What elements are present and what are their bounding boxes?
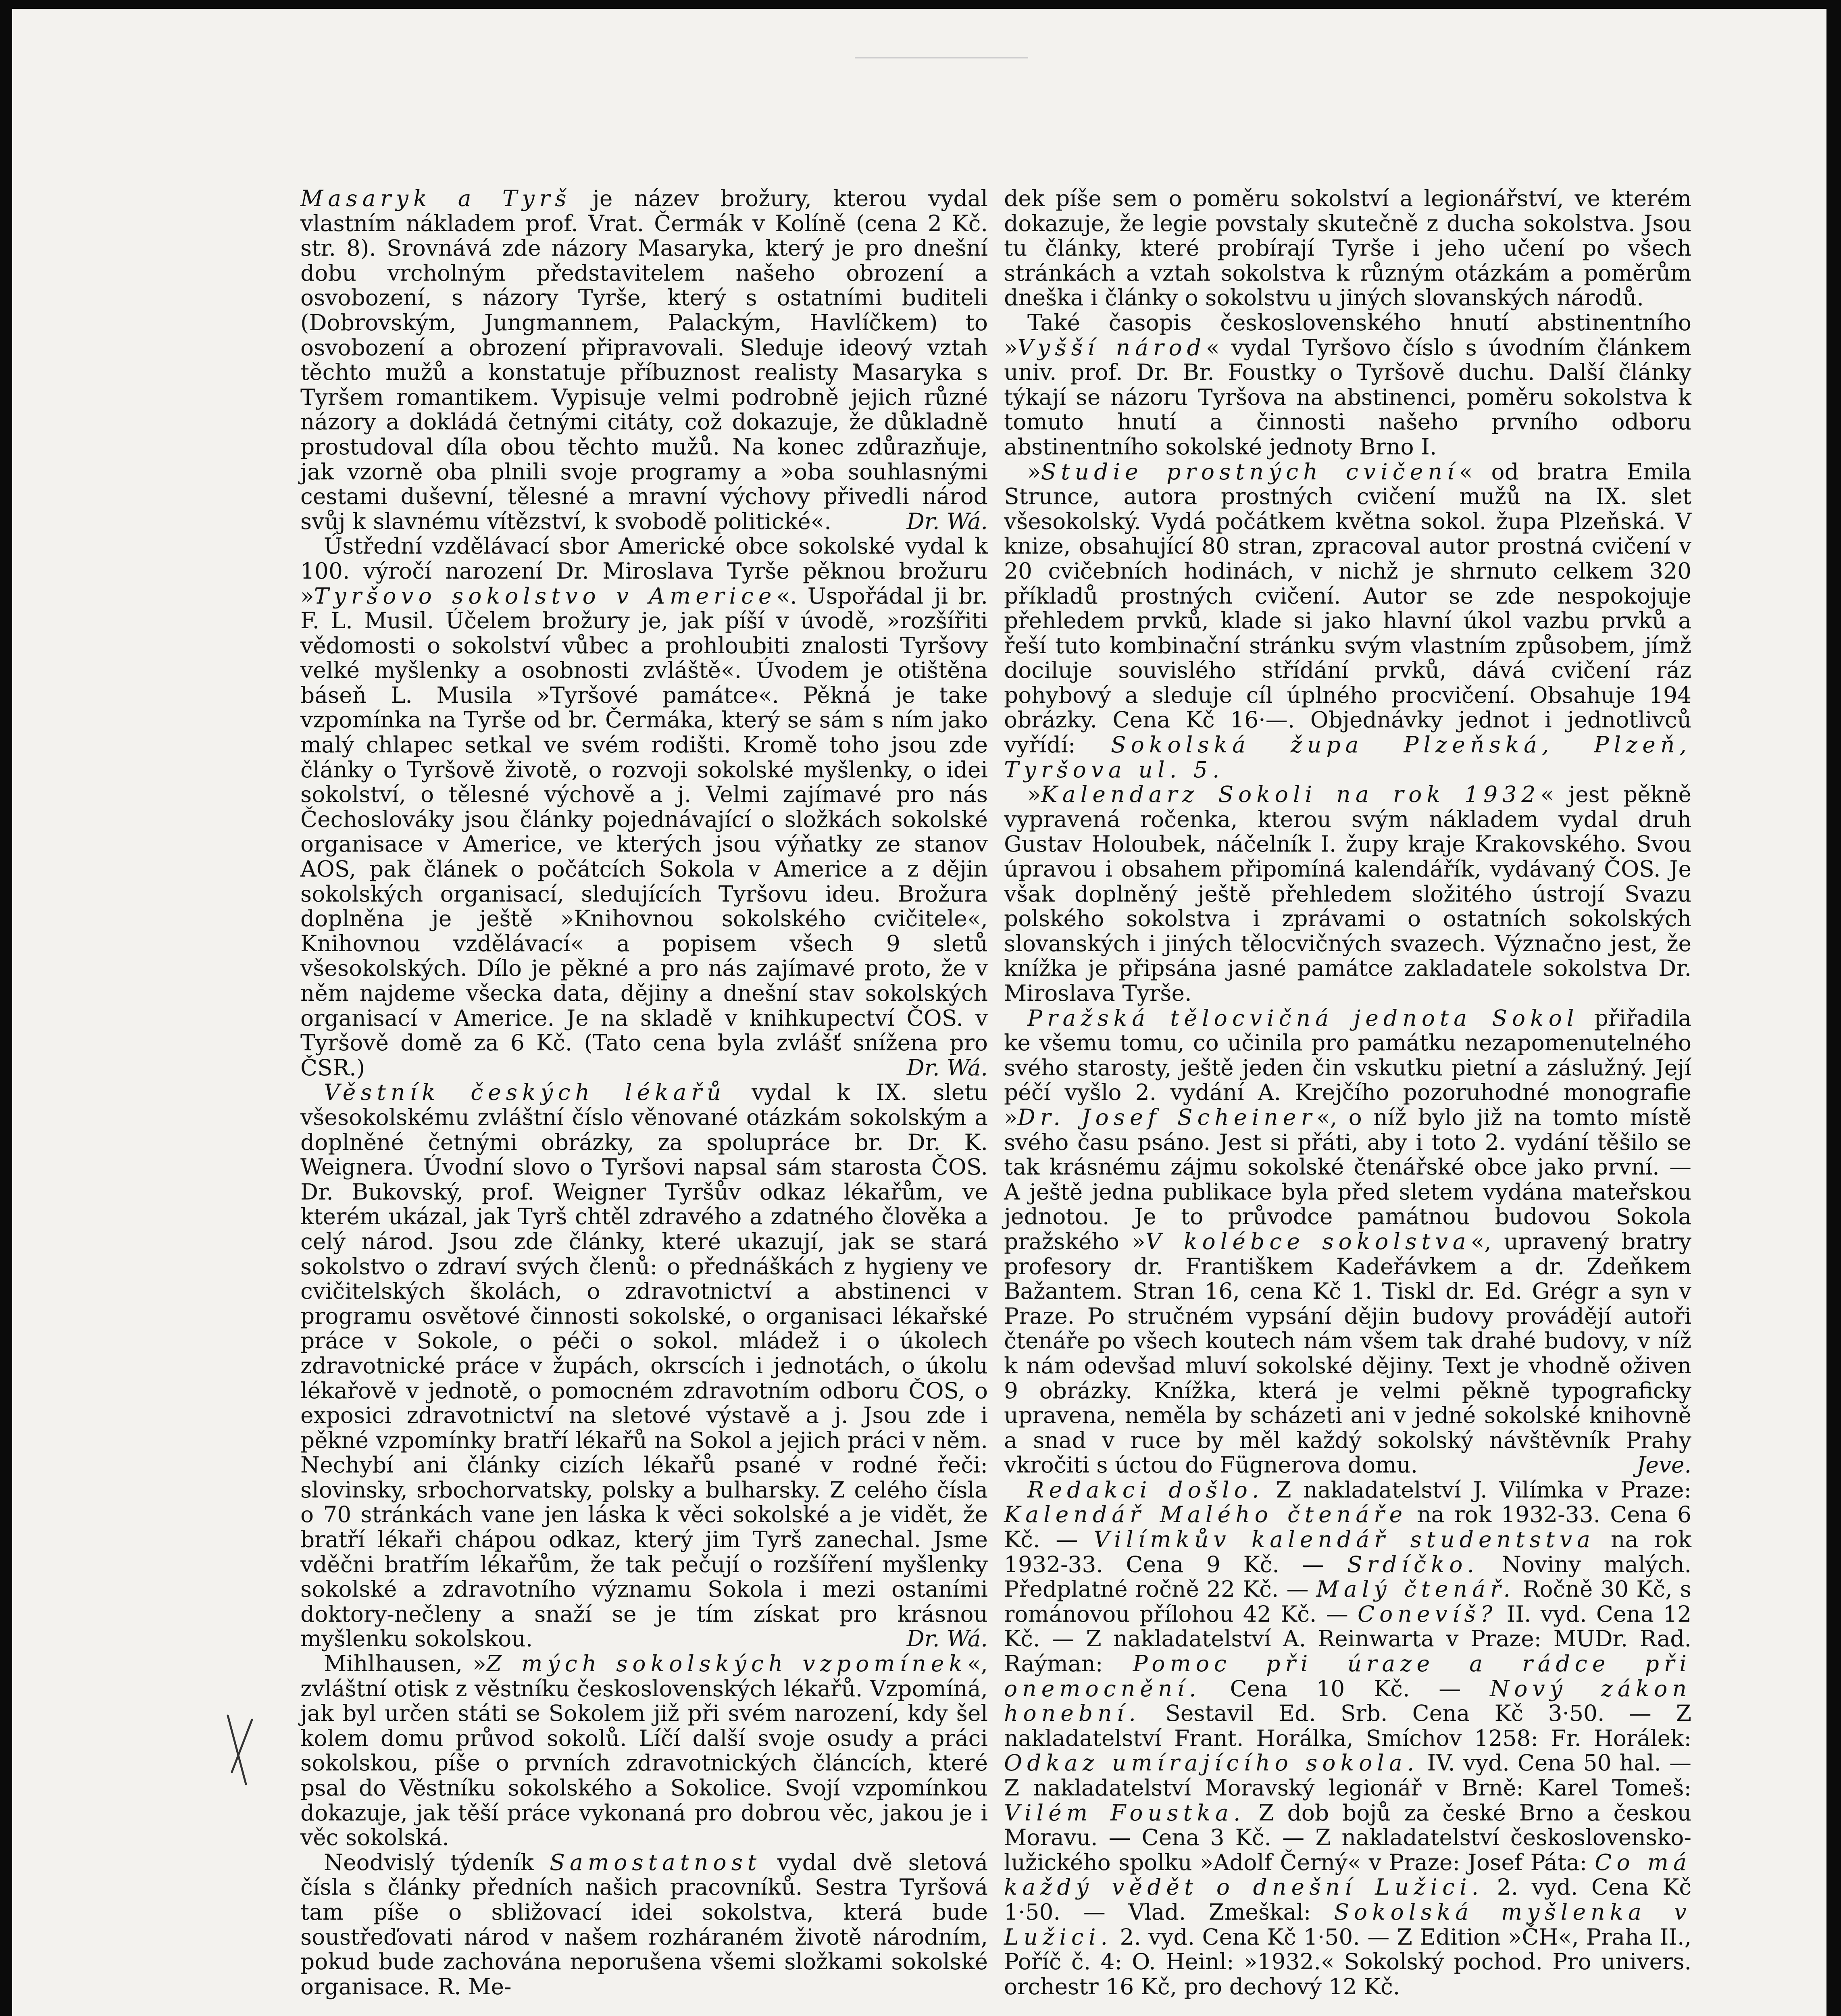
article-redakci-doslo: Redakci došlo. Z nakladatelství J. Vilímka v Praze: Kalendář Malého čtenáře na rok 1932-33. Cena 6 Kč. — Vilímkův kalendář studentstva na rok 1932-33. Cena 9 Kč. — Srdíčko. Noviny malých. Předplatné ročně 22 Kč. — Malý čtenář. Ročně 30 Kč, s románovou přílohou 42 Kč. — Conevíš? II. vyd. Cena 12 Kč. — Z nakladatelství A. Reinwarta v Praze: MUDr. Rad. Raýman: Pomoc při úraze a rádce při onemocnění. Cena 10 Kč. — Nový zákon honební. Sestavil Ed. Srb. Cena Kč 3·50. — Z nakladatelství Frant. Horálka, Smíchov 1258: Fr. Horálek: Odkaz umírajícího sokola. IV. vyd. Cena 50 hal. — Z nakladatelství Moravský legionář v Brně: Karel Tomeš: Vilém Foustka. Z dob bojů za české Brno a českou Moravu. — Cena 3 Kč. — Z nakladatelství československo-lužického spolku »Adolf Černý« v Praze: Josef Páta: Co má každý vědět o dnešní Lužici. 2. vyd. Cena Kč 1·50. — Vlad. Zmeškal: Sokolská myšlenka v Lužici. 2. vyd. Cena Kč 1·50. — Z Edition »ČH«, Praha II., Poříč č. 4: O. Heinl: »1932.« Sokolský pochod. Pro univers. orchestr 16 Kč, pro dechový 12 Kč.: [1004, 1477, 1692, 1999]
article-samostatnost: Neodvislý týdeník Samostatnost vydal dvě sletová čísla s články předních našich pracovníků. Sestra Tyršová tam píše o sbližovací idei sokolstva, která bude soustřeďovati národ v našem rozháraném životě národním, pokud bude zachována neporušena všemi složkami sokolské organisace. R. Me-: [300, 1849, 988, 1999]
article-z-mych-vzpominek: Mihlhausen, »Z mých sokolských vzpomínek«, zvláštní otisk z věstníku československých lékařů. Vzpomíná, jak byl určen státi se Sokolem již při svém narození, kdy šel kolem domu průvod sokolů. Líčí další svoje osudy a práci sokolskou, píše o prvních zdravotnických článcích, které psal do Věstníku sokolského a Sokolice. Svojí vzpomínkou dokazuje, jak těší práce vykonaná pro dobrou věc, jakou je i věc sokolská.: [300, 1651, 988, 1851]
article-samostatnost-cont: dek píše sem o poměru sokolství a legionářství, ve kterém dokazuje, že legie povstaly skutečně z ducha sokolstva. Jsou tu články, které probírají Tyrše i jeho učení po všech stránkách a vztah sokolstva k různým otázkám a poměrům dneška i články o sokolstvu u jiných slovanských národů.: [1004, 185, 1691, 311]
article-vestnik-lekaru: Věstník českých lékařů vydal k IX. sletu všesokolskému zvláštní číslo věnované otázkám sokolským a doplněné četnými obrázky, za spolupráce br. Dr. K. Weignera. Úvodní slovo o Tyršovi napsal sám starosta ČOS. Dr. Bukovský, prof. Weigner Tyršův odkaz lékařům, ve kterém ukázal, jak Tyrš chtěl zdravého a zdatného člověka a celý národ. Jsou zde články, které ukazují, jak se stará sokolstvo o zdraví svých členů: o přednáškách z hygieny ve cvičitelských školách, o zdravotnictví a abstinenci v programu osvětové činnosti sokolské, o organisaci lékařské práce v Sokole, o péči o sokol. mládež i o úkolech zdravotnické práce v župách, okrscích i jednotách, o úkolu lékařově v jednotě, o pomocném zdravotním odboru ČOS, o exposici zdravotnictví na sletové výstavě a j. Jsou zde i pěkné vzpomínky bratří lékařů na Sokol a jejich práci v něm. Nechybí ani články cizích lékařů psané v rodné řeči: slovinsky, srbochorvatsky, polsky a bulharsky. Z celého čísla o 70 stránkách vane jen láska k věci sokolské a je vidět, že bratří lékaři chápou odkaz, který jim Tyrš zanechal. Jsme vděčni bratřím lékařům, že tak pečují o rozšíření myšlenky sokolské a zdravotního významu Sokola i mezi ostaními doktory-nečleny a snaží se je tím získat pro krásnou myšlenku sokolskou. Dr. Wá.: [300, 1079, 988, 1652]
article-studie-prostnych-cviceni: »Studie prostných cvičení« od bratra Emila Strunce, autora prostných cvičení mužů na IX. slet všesokolský. Vydá počátkem května sokol. župa Plzeňská. V knize, obsahující 80 stran, zpracoval autor prostná cvičení v 20 cvičebních hodinách, v nichž je shrnuto celkem 320 příkladů prostných cvičení. Autor se zde nespokojuje přehledem prvků, klade si jako hlavní úkol vazbu prvků a řeší tuto kombinační stránku svým vlastním způsobem, jímž dociluje souvislého střídání prvků, dává cvičení ráz pohybový a sleduje cíl úplného procvičení. Obsahuje 194 obrázky. Cena Kč 16·—. Objednávky jednot i jednotlivců vyřídí: Sokolská župa Plzeňská, Plzeň, Tyršova ul. 5.: [1004, 458, 1692, 783]
right-column: [1004, 186, 1691, 1999]
page-top-tab: [855, 9, 1028, 58]
handwritten-x-mark: [224, 1712, 260, 1788]
left-column: [300, 186, 988, 1999]
article-kalendarz-sokoli: »Kalendarz Sokoli na rok 1932« jest pěkně vypravená ročenka, kterou svým nákladem vydal druh Gustav Holoubek, náčelník I. župy kraje Krakovského. Svou úpravou i obsahem připomíná kalendářík, vydávaný ČOS. Je však doplněný ještě přehledem složitého ústrojí Svazu polského sokolstva i zprávami o ostatních sokolských slovanských i jiných tělocvičných svazech. Význačno jest, že knížka je připsána jasné památce zakladatele sokolstva Dr. Miroslava Tyrše.: [1004, 781, 1691, 1006]
article-prazska-jednota: Pražská tělocvičná jednota Sokol přiřadila ke všemu tomu, co učinila pro památku nezapomenutelného svého starosty, ještě jeden čin vskutku pietní a záslužný. Její péčí vyšlo 2. vydání A. Krejčího pozoruhodné monografie »Dr. Josef Scheiner«, o níž bylo již na tomto místě svého času psáno. Jest si přáti, aby i toto 2. vydání těšilo se tak krásnému zájmu sokolské čtenářské obce jako první. — A ještě jedna publikace byla před sletem vydána mateřskou jednotou. Je to průvodce památnou budovou Sokola pražského »V kolébce sokolstva«, upravený bratry profesory dr. Františkem Kadeřávkem a dr. Zdeňkem Bažantem. Stran 16, cena Kč 1. Tiskl dr. Ed. Grégr a syn v Praze. Po stručném vypsání dějin budovy provádějí autoři čtenáře po všech koutech nám všem tak drahé budovy, v níž k nám odevšad mluví sokolské dějiny. Text je vhodně oživen 9 obrázky. Knížka, která je velmi pěkně typograficky upravena, neměla by scházeti ani v jedné sokolské knihovně a snad v ruce by měl každý sokolský návštěvník Prahy vkročiti s úctou do Fügnerova domu. Jeve.: [1004, 1005, 1691, 1478]
article-masaryk-a-tyrs: Masaryk a Tyrš je název brožury, kterou vydal vlastním nákladem prof. Vrat. Čermák v Kolíně (cena 2 Kč. str. 8). Srovnává zde názory Masaryka, který je pro dnešní dobu vrcholným představitelem našeho obrození a osvobození, s názory Tyrše, který s ostatními buditeli (Dobrovským, Jungmannem, Palackým, Havlíčkem) to osvobození a obrození připravovali. Sleduje ideový vztah těchto mužů a konstatuje příbuznost realisty Masaryka s Tyršem romantikem. Vypisuje velmi podrobně jejich různé názory a dokládá četnými citáty, což dokazuje, že důkladně prostudoval díla obou těchto mužů. Na konec zdůrazňuje, jak vzorně oba plnili svoje programy a »oba souhlasnými cestami duševní, tělesné a mravní výchovy přivedli národ svůj k slavnému vítězství, k svobodě politické«. Dr. Wá.: [300, 185, 988, 534]
article-tyrsovo-sokolstvo: Ústřední vzdělávací sbor Americké obce sokolské vydal k 100. výročí narození Dr. Miroslava Tyrše pěknou brožuru »Tyršovo sokolstvo v Americe«. Uspořádal ji br. F. L. Musil. Účelem brožury je, jak píší v úvodě, »rozšířiti vědomosti o sokolství vůbec a prohloubiti znalosti Tyršovy velké myšlenky a osobnosti zvláště«. Úvodem je otištěna báseň L. Musila »Tyršové památce«. Pěkná je take vzpomínka na Tyrše od br. Čermáka, který se sám s ním jako malý chlapec setkal ve svém rodišti. Kromě toho jsou zde články o Tyršově životě, o rozvoji sokolské myšlenky, o idei sokolství, o tělesné výchově a j. Velmi zajímavé pro nás Čechoslováky jsou články pojednávající o složkách sokolské organisace v Americe, ve kterých jsou výňatky ze stanov AOS, pak článek o počátcích Sokola v Americe a z dějin sokolských organisací, sledujících Tyršovu ideu. Brožura doplněna je ještě »Knihovnou sokolského cvičitele«, Knihovnou vzdělávací« a popisem všech 9 sletů všesokolských. Dílo je pěkné a pro nás zajímavé proto, že v něm najdeme všecka data, dějiny a dnešní stav sokolských organisací v Americe. Je na skladě v knihkupectví ČOS. v Tyršově domě za 6 Kč. (Tato cena byla zvlášť snížena pro ČSR.) Dr. Wá.: [300, 533, 988, 1081]
article-vyssi-narod: Také časopis československého hnutí abstinentního »Vyšší národ« vydal Tyršovo číslo s úvodním článkem univ. prof. Dr. Br. Foustky o Tyršově duchu. Další články týkají se názoru Tyršova na abstinenci, poměru sokolstva k tomuto hnutí a činnosti našeho prvního odboru abstinentního sokolské jednoty Brno I.: [1004, 309, 1691, 460]
